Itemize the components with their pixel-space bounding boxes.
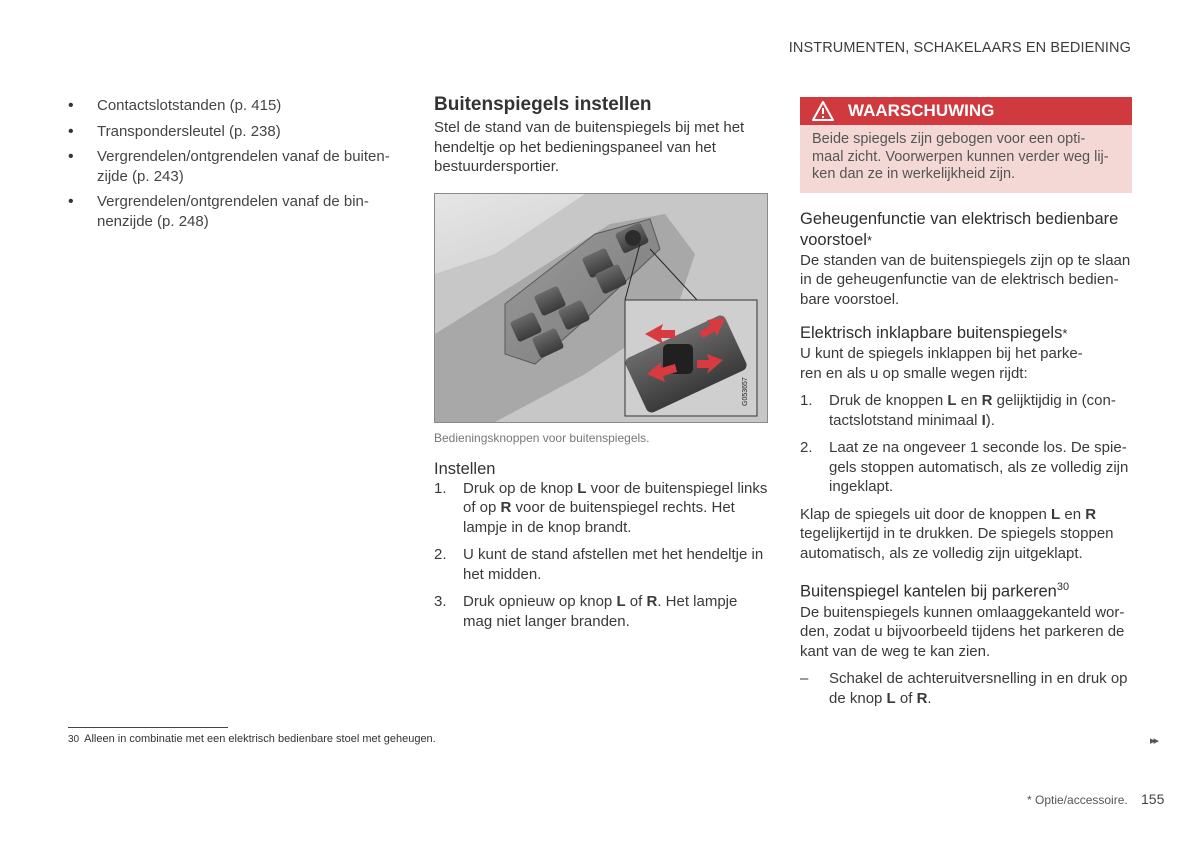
heading-text: Buitenspiegel kantelen bij parkeren — [800, 582, 1057, 601]
dash-mark: – — [800, 670, 809, 687]
page-number: 155 — [1141, 791, 1165, 807]
step-text: U kunt de stand afstellen met het hendeltje in het midden. — [463, 546, 764, 583]
list-item-text: Vergrendelen/ontgrendelen vanaf de buiten- zijde (p. 243) — [97, 148, 390, 185]
list-item-text: Contactslotstanden (p. 415) — [97, 97, 282, 114]
step-number: 2. — [434, 546, 447, 563]
paragraph-kantelen: De buitenspiegels kunnen omlaaggekanteld wor- den, zodat u bijvoorbeeld tijdens het parkeren de kant van de weg te kan zien. — [800, 603, 1125, 660]
step-text: Druk de knoppen — [829, 392, 948, 409]
list-item — [434, 545, 768, 584]
step-text: Druk opnieuw op knop — [463, 593, 617, 610]
list-item — [434, 592, 768, 631]
key-label: R — [646, 593, 658, 610]
key-label: L — [1051, 505, 1061, 523]
warning-header — [800, 97, 1132, 125]
list-item-text: Transpondersleutel (p. 238) — [97, 122, 281, 140]
left-column — [68, 96, 408, 237]
reference-list — [68, 96, 408, 231]
section-title: Buitenspiegels instellen — [434, 94, 652, 115]
key-label: I — [981, 411, 986, 429]
right-column — [800, 97, 1132, 708]
figure-code: G053657 — [742, 376, 749, 406]
continue-arrows-icon: ▸▸ — [1150, 735, 1158, 747]
heading-geheugenfunctie — [800, 209, 1132, 251]
steps-list — [434, 479, 768, 632]
option-star: * — [1062, 326, 1068, 341]
step-text: ). — [985, 411, 995, 429]
intro-paragraph: Stel de stand van de buitenspiegels bij met het hendeltje op het bedieningspaneel van het bestuurdersportier. — [434, 119, 745, 175]
step-text: . Het lampje mag niet langer branden. — [463, 593, 738, 630]
warning-text: Beide spiegels zijn gebogen voor een opti- maal zicht. Voorwerpen kunnen verder weg lij- ken dan ze in werkelijkheid zijn. — [800, 125, 1132, 193]
step-text: of — [625, 593, 647, 610]
list-item — [68, 192, 408, 231]
warning-title: WAARSCHUWING — [848, 101, 995, 120]
footnote-ref: 30 — [1056, 581, 1070, 593]
footnote-text: Alleen in combinatie met een elektrisch bedienbare stoel met geheugen. — [84, 733, 436, 745]
option-star: * — [866, 232, 873, 248]
list-item — [434, 479, 768, 538]
subheading-instellen: Instellen — [434, 459, 496, 478]
step-text: . — [927, 689, 932, 707]
footnote-divider — [68, 727, 228, 728]
key-label: L — [616, 593, 626, 610]
heading-inklapbaar — [800, 323, 1132, 344]
kantelen-dash-list — [800, 669, 1132, 708]
key-label: R — [981, 392, 993, 409]
step-number: 3. — [434, 593, 447, 610]
para-text: Klap de spiegels uit door de knoppen — [800, 505, 1052, 523]
list-item — [68, 96, 408, 116]
para-text: tegelijkertijd in te drukken. De spiegels stoppen automatisch, als ze volledig zijn uitgeklapt. — [800, 525, 1114, 562]
step-text: Laat ze na ongeveer 1 seconde los. De spie- gels stoppen automatisch, als ze volledig zijn ingeklapt. — [829, 439, 1129, 495]
step-text: en — [956, 392, 982, 409]
list-item — [68, 122, 408, 142]
list-item — [800, 391, 1132, 430]
key-label: R — [1085, 505, 1097, 523]
heading-text: Elektrisch inklapbare buitenspiegels — [800, 324, 1063, 342]
step-text: Druk op de knop — [463, 479, 578, 497]
para-text: en — [1060, 505, 1086, 523]
heading-kantelen — [800, 577, 1132, 603]
inklap-steps — [800, 391, 1132, 497]
list-item — [800, 669, 1132, 708]
middle-column — [434, 94, 768, 639]
mirror-control-illustration — [434, 193, 768, 423]
door-panel-drawing — [435, 194, 767, 422]
key-label: R — [500, 499, 512, 516]
key-label: R — [916, 689, 928, 707]
step-number: 2. — [800, 439, 813, 456]
running-header: INSTRUMENTEN, SCHAKELAARS EN BEDIENING — [788, 40, 1131, 56]
option-note: * Optie/accessoire. — [1027, 793, 1128, 807]
step-number: 1. — [800, 392, 813, 409]
heading-text: Geheugenfunctie van elektrisch bedienbare voorstoel — [800, 209, 1119, 249]
list-item-text: Vergrendelen/ontgrendelen vanaf de bin- nenzijde (p. 248) — [97, 193, 369, 230]
figure-caption: Bedieningsknoppen voor buitenspiegels. — [434, 430, 650, 445]
step-text: voor de buitenspiegel rechts. Het lampje in de knop brandt. — [463, 499, 735, 536]
paragraph-uitklappen — [800, 505, 1132, 564]
key-label: L — [886, 689, 896, 707]
step-text: voor de buitenspiegel links of op — [463, 479, 768, 516]
footnote — [68, 733, 436, 745]
step-text: Schakel de achteruitversnelling in en druk op de knop — [829, 670, 1128, 707]
list-item — [68, 147, 408, 186]
key-label: L — [577, 479, 587, 497]
list-item — [800, 438, 1132, 497]
footnote-number: 30 — [68, 734, 80, 745]
step-text: gelijktijdig in (con- tactslotstand minimaal — [829, 392, 1116, 429]
step-number: 1. — [434, 479, 447, 497]
step-text: of — [895, 689, 917, 707]
paragraph-inklapbaar: U kunt de spiegels inklappen bij het parke- ren en als u op smalle wegen rijdt: — [800, 345, 1083, 382]
warning-triangle-icon — [812, 101, 834, 121]
paragraph-geheugenfunctie: De standen van de buitenspiegels zijn op te slaan in de geheugenfunctie van de elektrisch bedien- bare voorstoel. — [800, 251, 1131, 308]
key-label: L — [947, 392, 957, 409]
